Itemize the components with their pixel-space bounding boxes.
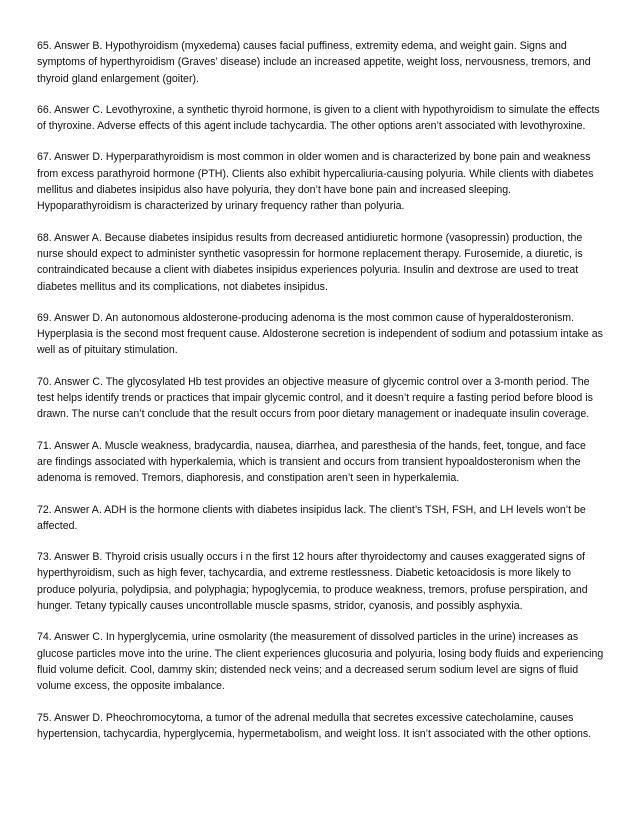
answer-67: 67. Answer D. Hyperparathyroidism is most common in older women and is characterized by bone pain and weakness from excess parathyroid hormone (PTH). Clients also exhibit hypercaliuria-causing polyuria. While clients with diabetes mellitus and diabetes insipidus also have polyuria, they don’t have bone pain and increased sleeping. Hypoparathyroidism is characterized by urinary frequency rather than polyuria. [37, 151, 594, 213]
answer-68: 68. Answer A. Because diabetes insipidus results from decreased antidiuretic hormone (vasopressin) production, the nurse should expect to administer synthetic vasopressin for hormone replacement therapy. Furosemide, a diuretic, is contraindicated because a client with diabetes insipidus experiences polyuria. Insulin and dextrose are used to treat diabetes mellitus and its complications, not diabetes insipidus. [37, 231, 583, 293]
answer-66: 66. Answer C. Levothyroxine, a synthetic thyroid hormone, is given to a client with hypothyroidism to simulate the effects of thyroxine. Adverse effects of this agent include tachycardia. The other options aren’t associated with levothyroxine. [37, 103, 600, 133]
answer-71: 71. Answer A. Muscle weakness, bradycardia, nausea, diarrhea, and paresthesia of the hands, feet, tongue, and face are findings associated with hyperkalemia, which is transient and occurs from transient hypoaldosteronism when the adenoma is removed. Tremors, diaphoresis, and constipation aren’t seen in hyperkalemia. [37, 439, 586, 485]
answer-69: 69. Answer D. An autonomous aldosterone-producing adenoma is the most common cause of hyperaldosteronism. Hyperplasia is the second most frequent cause. Aldosterone secretion is independent of sodium and potassium intake as well as of pituitary stimulation. [37, 311, 603, 357]
answer-72: 72. Answer A. ADH is the hormone clients with diabetes insipidus lack. The client’s TSH, FSH, and LH levels won’t be affected. [37, 503, 586, 532]
answer-75: 75. Answer D. Pheochromocytoma, a tumor of the adrenal medulla that secretes excessive catecholamine, causes hypertension, tachycardia, hyperglycemia, hypermetabolism, and weight loss. It isn’t associated with the other options. [37, 711, 592, 740]
document-page [37, 38, 604, 757]
answer-65: 65. Answer B. Hypothyroidism (myxedema) causes facial puffiness, extremity edema, and weight gain. Signs and symptoms of hyperthyroidism (Graves’ disease) include an increased appetite, weight loss, nervousness, tremors, and thyroid gland enlargement (goiter). [37, 40, 591, 85]
answer-74: 74. Answer C. In hyperglycemia, urine osmolarity (the measurement of dissolved particles in the urine) increases as glucose particles move into the urine. The client experiences glucosuria and polyuria, losing body fluids and experiencing fluid volume deficit. Cool, dammy skin; distended neck veins; and a decreased serum sodium level are signs of fluid volume excess, the opposite imbalance. [37, 631, 604, 693]
answer-70: 70. Answer C. The glycosylated Hb test provides an objective measure of glycemic control over a 3-month period. The test helps identify trends or practices that impair glycemic control, and it doesn’t require a fasting period before blood is drawn. The nurse can’t conclude that the result occurs from poor dietary management or inadequate insulin coverage. [37, 375, 593, 421]
answer-73: 73. Answer B. Thyroid crisis usually occurs i n the first 12 hours after thyroidectomy and causes exaggerated signs of hyperthyroidism, such as high fever, tachycardia, and extreme restlessness. Diabetic ketoacidosis is more likely to produce polyuria, polydipsia, and polyphagia; hypoglycemia, to produce weakness, tremors, profuse perspiration, and hunger. Tetany typically causes uncontrollable muscle spasms, stridor, cyanosis, and possibly asphyxia. [37, 551, 588, 613]
